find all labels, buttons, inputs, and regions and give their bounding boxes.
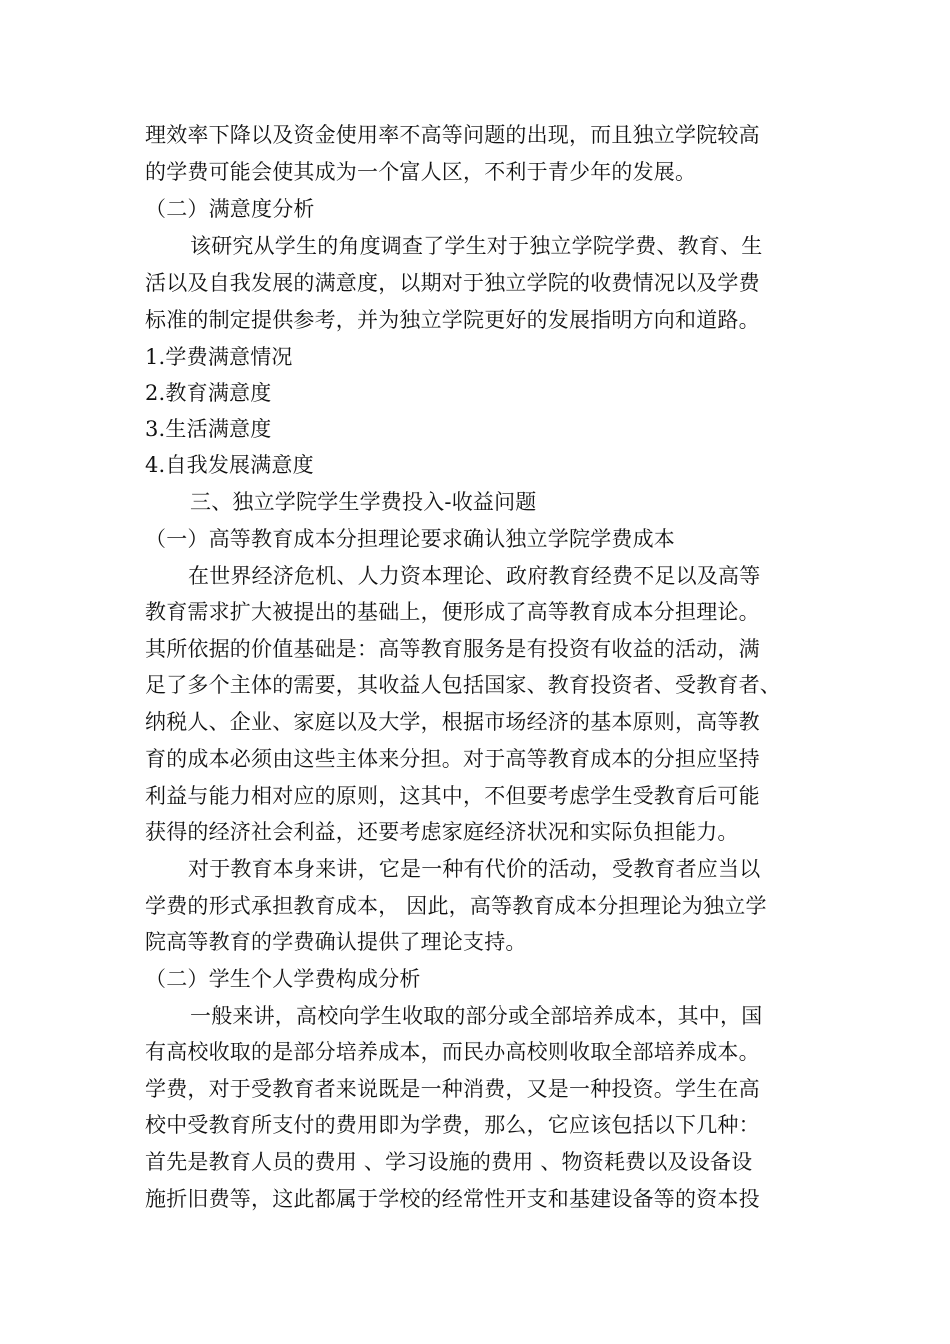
text-line: 其所依据的价值基础是：高等教育服务是有投资有收益的活动，满 (145, 637, 760, 661)
text-line: 学费的形式承担教育成本， 因此，高等教育成本分担理论为独立学 (145, 894, 767, 918)
text-line: 施折旧费等，这此都属于学校的经常性开支和基建设备等的资本投 (145, 1187, 760, 1211)
text-line: 标准的制定提供参考，并为独立学院更好的发展指明方向和道路。 (145, 308, 760, 332)
section-heading: 三、独立学院学生学费投入-收益问题 (190, 490, 537, 514)
text-line: 利益与能力相对应的原则，这其中，不但要考虑学生受教育后可能 (145, 784, 760, 808)
list-item: 1.学费满意情况 (145, 345, 293, 369)
text-line: 有高校收取的是部分培养成本，而民办高校则收取全部培养成本。 (145, 1040, 760, 1064)
list-item: 3.生活满意度 (145, 417, 272, 441)
text-line: 在世界经济危机、人力资本理论、政府教育经费不足以及高等 (188, 564, 761, 588)
text-line: 理效率下降以及资金使用率不高等问题的出现，而且独立学院较高 (145, 123, 760, 147)
text-line: 活以及自我发展的满意度，以期对于独立学院的收费情况以及学费 (145, 271, 760, 295)
text-line: 该研究从学生的角度调查了学生对于独立学院学费、教育、生 (190, 234, 763, 258)
text-line: 获得的经济社会利益，还要考虑家庭经济状况和实际负担能力。 (145, 820, 739, 844)
text-line: 纳税人、企业、家庭以及大学，根据市场经济的基本原则，高等教 (145, 710, 760, 734)
text-line: 育的成本必须由这些主体来分担。对于高等教育成本的分担应坚持 (145, 747, 760, 771)
section-heading: （一）高等教育成本分担理论要求确认独立学院学费成本 (145, 527, 675, 551)
text-line: 院高等教育的学费确认提供了理论支持。 (145, 930, 527, 954)
section-heading: （二）学生个人学费构成分析 (145, 967, 421, 991)
text-line: 足了多个主体的需要，其收益人包括国家、教育投资者、受教育者、 (145, 673, 781, 697)
text-line: 校中受教育所支付的费用即为学费，那么，它应该包括以下几种： (145, 1113, 760, 1137)
text-line: 首先是教育人员的费用 、学习设施的费用 、物资耗费以及设备设 (145, 1150, 753, 1174)
text-line: 的学费可能会使其成为一个富人区，不利于青少年的发展。 (145, 160, 697, 184)
list-item: 4.自我发展满意度 (145, 453, 314, 477)
list-item: 2.教育满意度 (145, 381, 272, 405)
text-line: 教育需求扩大被提出的基础上，便形成了高等教育成本分担理论。 (145, 600, 760, 624)
section-heading: （二）满意度分析 (145, 197, 315, 221)
text-line: 对于教育本身来讲，它是一种有代价的活动，受教育者应当以 (188, 857, 761, 881)
text-line: 学费，对于受教育者来说既是一种消费，又是一种投资。学生在高 (145, 1077, 760, 1101)
text-line: 一般来讲，高校向学生收取的部分或全部培养成本，其中，国 (190, 1004, 763, 1028)
